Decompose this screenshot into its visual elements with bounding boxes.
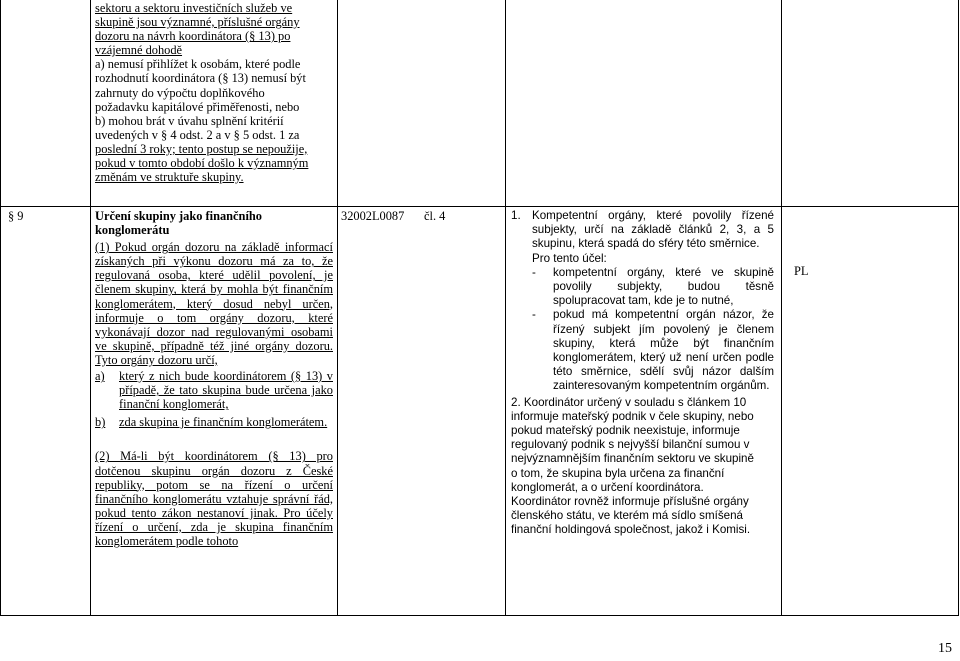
table-border-col2: [337, 0, 338, 616]
list-item: [95, 369, 333, 411]
row-separator: [0, 206, 959, 207]
prev-row-line: požadavku kapitálové přiměřenosti, nebo: [95, 99, 300, 114]
prev-row-line: b) mohou brát v úvahu splnění kritérií: [95, 113, 284, 128]
list-item-label: b): [95, 415, 106, 430]
eu-purpose: Pro tento účel:: [532, 251, 607, 265]
prev-row-line: rozhodnutí koordinátora (§ 13) nemusí být: [95, 71, 306, 86]
prev-row-line: vzájemné dohodě: [95, 43, 183, 58]
eu-list-item-label: 1.: [511, 209, 521, 222]
table-border-col4: [781, 0, 782, 616]
section-title: konglomerátu: [95, 223, 170, 238]
list-item-label: a): [95, 369, 105, 384]
section-title: Určení skupiny jako finančního: [95, 209, 262, 223]
paragraph-2: (2) Má-li být koordinátorem (§ 13) pro dotčenou skupinu orgán dozoru z České republiky, potom se na řízení o určení finančního konglomerátu vztahuje správní řád, pokud tento zákon nestanoví jinak. Pro účely řízení o určení, zda je skupina finančním konglomerátem podle tohoto: [95, 449, 333, 548]
table-border-left: [0, 0, 1, 616]
eu-list-item: [511, 209, 774, 252]
prev-row-line: sektoru a sektoru investičních služeb ve: [95, 1, 293, 15]
paragraph-1: (1) Pokud orgán dozoru na základě informací získaných při výkonu dozoru má za to, že regulovaná osoba, které udělil povolení, je členem skupiny, která by mohla být finančním konglomerátem, který dosud nebyl určen, informuje o tom orgány dozoru, které vykonávají dozor nad regulovanými osobami ve skupině, případně též jiné orgány dozoru. Tyto orgány dozoru určí,: [95, 240, 333, 367]
list-item: [95, 415, 333, 429]
eu-dash-text: kompetentní orgány, které ve skupině povolily subjekty, budou těsně spolupracovat tam, kde je to nutné,: [553, 265, 774, 308]
prev-row-line: pokud v tomto období došlo k významným: [95, 156, 309, 171]
prev-row-line: změnám ve struktuře skupiny.: [95, 170, 244, 185]
eu-dash-item: - kompetentní orgány, které ve skupině povolily subjekty, budou těsně spolupracovat tam, kde je to nutné,: [532, 265, 774, 308]
table-border-bottom: [0, 615, 959, 616]
prev-row-line: a) nemusí přihlížet k osobám, které podle: [95, 57, 301, 72]
section-number: § 9: [8, 209, 24, 223]
list-item-text: zda skupina je finančním konglomerátem.: [119, 415, 328, 430]
table-border-col1: [90, 0, 91, 616]
table-border-col3: [505, 0, 506, 616]
compatibility-status: PL: [794, 264, 809, 278]
page-number: 15: [938, 641, 952, 656]
eu-dash-item: - pokud má kompetentní orgán názor, že řízený subjekt jím povolený je členem skupiny, která může být finančním konglomerátem, který už není určen podle této směrnice, sdělí svůj názor dalším zainteresovaným kompetentním orgánům.: [532, 308, 774, 393]
table-border-right: [958, 0, 959, 616]
celex-number: 32002L0087: [341, 209, 405, 223]
prev-row-line: skupině jsou významné, příslušné orgány: [95, 15, 300, 30]
eu-provision: [511, 209, 774, 538]
prev-row-line: zahrnuty do výpočtu doplňkového: [95, 85, 265, 100]
prev-row-line: uvedených v § 4 odst. 2 a v § 5 odst. 1 za: [95, 127, 300, 142]
eu-paragraph-2: 2. Koordinátor určený v souladu s článkem 10 informuje mateřský podnik v čele skupiny, nebo pokud mateřský podnik neexistuje, informuje regulovaný podnik s nejvyšší bilanční sumou v nejvýznamnějším finančním sektoru ve skupině o tom, že skupina byla určena za finanční konglomerát, a o určení koordinátora. Koordinátor rovněž informuje příslušné orgány členského státu, ve kterém má sídlo smíšená finanční holdingová společnost, jakož i Komisi.: [511, 395, 754, 537]
eu-dash-text: pokud má kompetentní orgán názor, že řízený subjekt jím povolený je členem skupiny, která může být finančním konglomerátem, který už není určen podle této směrnice, sdělí svůj názor dalším zainteresovaným kompetentním orgánům.: [553, 308, 774, 393]
list-item-text: který z nich bude koordinátorem (§ 13) v případě, že tato skupina bude určena jako finanční konglomerát,: [119, 369, 333, 412]
eu-list-item-text: Kompetentní orgány, které povolily řízené subjekty, určí na základě článků 2, 3, a 5 skupinu, která spadá do sféry této směrnice.: [532, 209, 774, 251]
eu-article: čl. 4: [424, 209, 446, 223]
czech-provision: [95, 209, 333, 548]
prev-row-line: dozoru na návrh koordinátora (§ 13) po: [95, 29, 291, 44]
prev-row-text: [95, 1, 333, 184]
prev-row-line: poslední 3 roky; tento postup se nepoužije,: [95, 141, 308, 156]
